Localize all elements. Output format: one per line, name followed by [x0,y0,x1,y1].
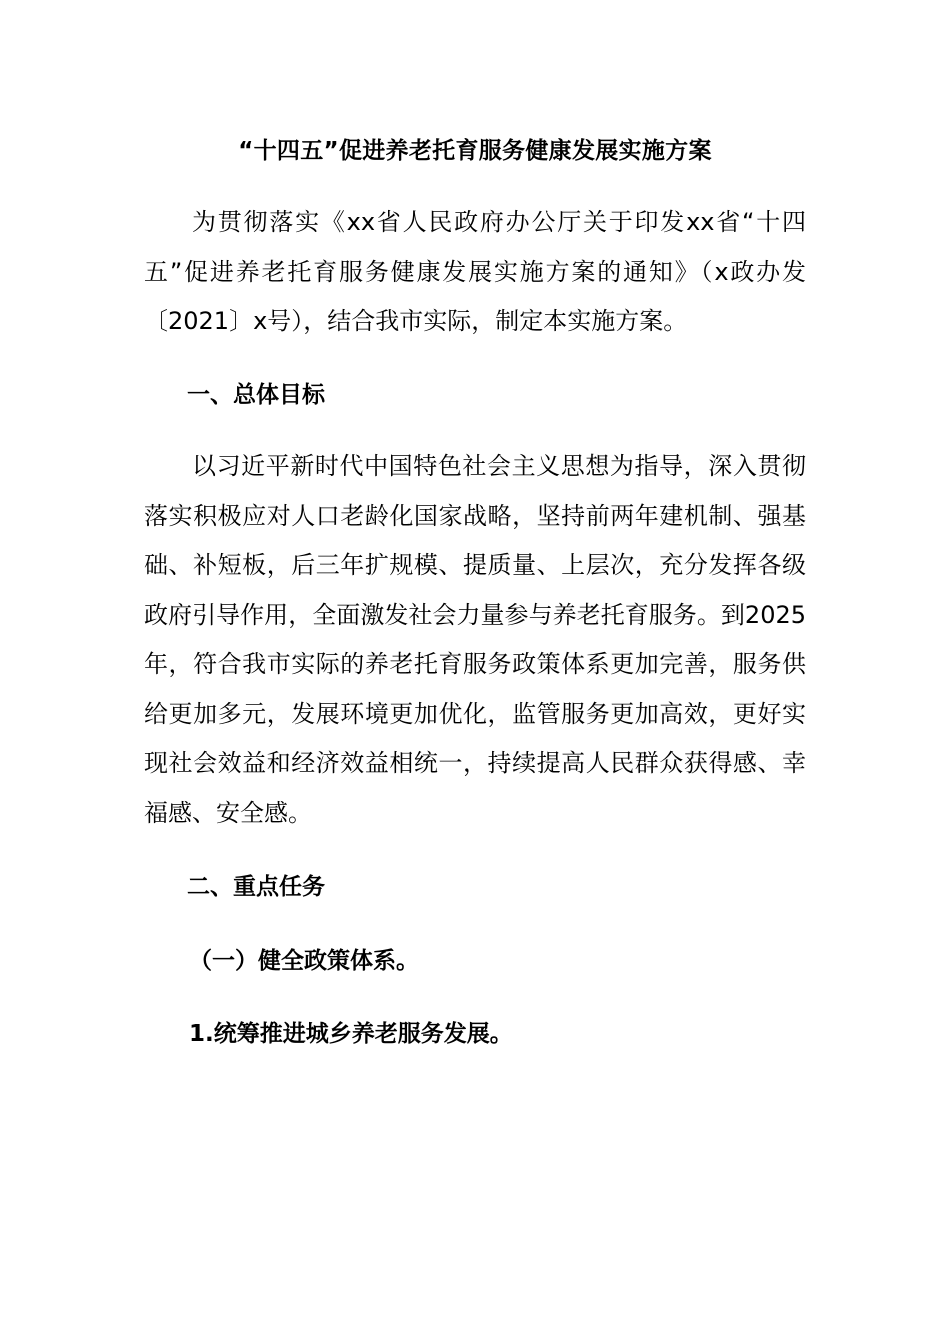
section-heading-overall-goals: 一、总体目标 [187,382,325,408]
overall-goals-paragraph: 以习近平新时代中国特色社会主义思想为指导，深入贯彻落实积极应对人口老龄化国家战略，坚持前两年建机制、强基础、补短板，后三年扩规模、提质量、上层次，充分发挥各级政府引导作用，全面激发社会力量参与养老托育服务。到2025年，符合我市实际的养老托育服务政策体系更加完善，服务供给更加多元，发展环境更加优化，监管服务更加高效，更好实现社会效益和经济效益相统一，持续提高人民群众获得感、幸福感、安全感。 [144,452,806,827]
intro-paragraph: 为贯彻落实《xx省人民政府办公厅关于印发xx省“十四五”促进养老托育服务健康发展实施方案的通知》（x政办发〔2021〕x号），结合我市实际，制定本实施方案。 [144,208,806,335]
document-title: “十四五”促进养老托育服务健康发展实施方案 [238,138,712,164]
subsection-heading-policy-system: （一）健全政策体系。 [189,948,419,974]
item-heading-urban-rural-elderly-care: 1.统筹推进城乡养老服务发展。 [189,1021,513,1047]
section-heading-key-tasks: 二、重点任务 [187,874,325,900]
